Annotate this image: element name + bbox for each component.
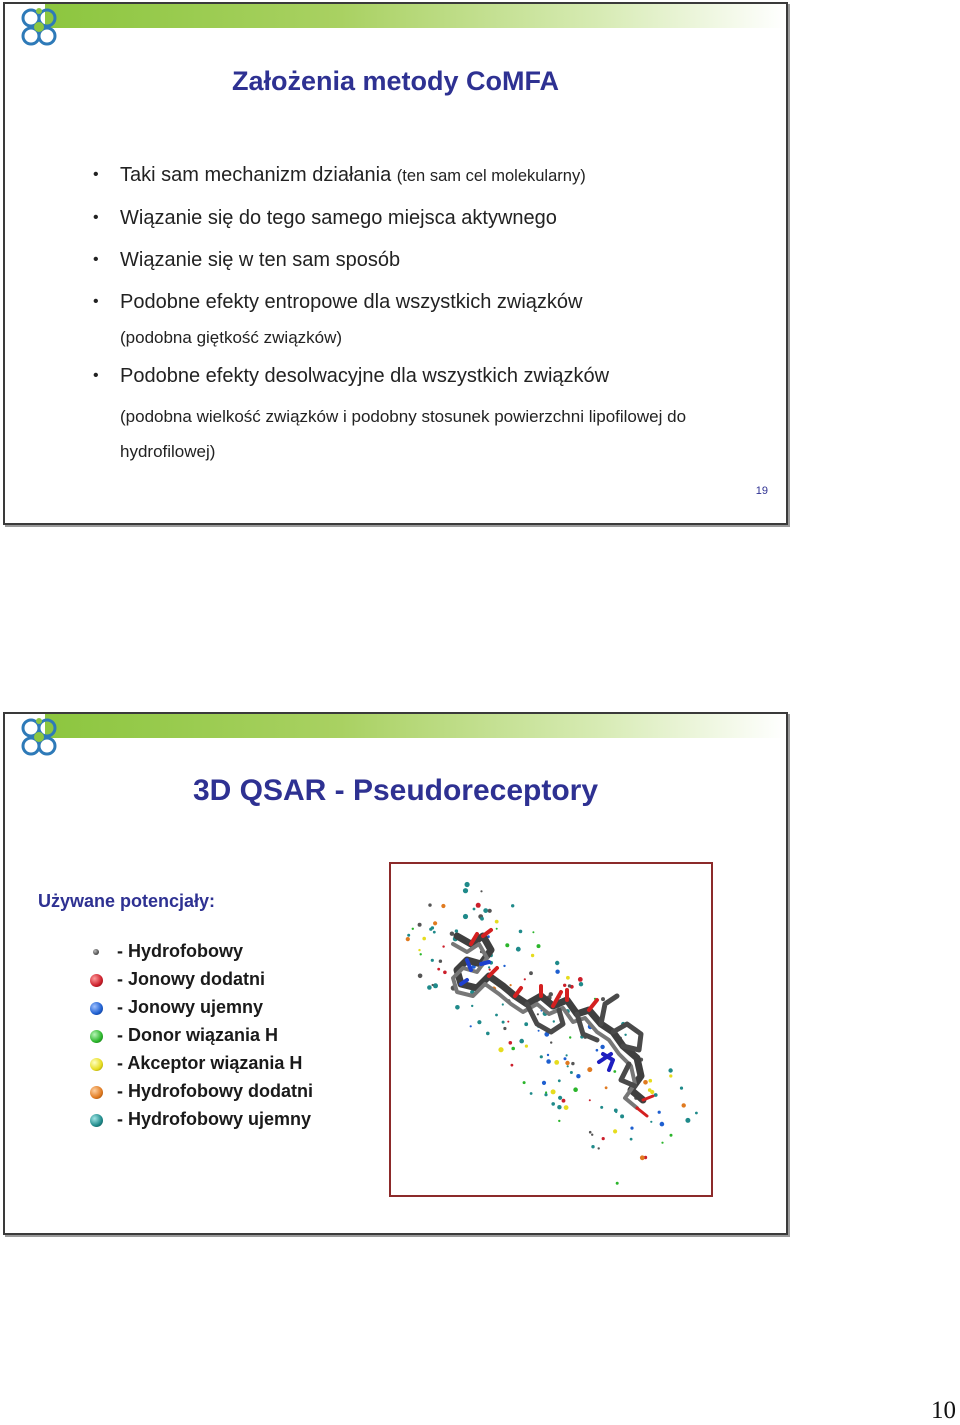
field-point	[670, 1134, 673, 1137]
field-point	[566, 1054, 568, 1056]
legend-label: - Hydrofobowy dodatni	[117, 1081, 313, 1101]
field-point	[432, 984, 434, 986]
field-point	[431, 959, 434, 962]
field-point	[571, 1062, 574, 1065]
field-point	[530, 1092, 533, 1095]
field-point	[511, 1064, 514, 1067]
bullet-dot-icon: •	[93, 166, 99, 183]
field-point	[519, 930, 523, 934]
field-point	[613, 1070, 616, 1073]
bullet-item	[93, 205, 773, 231]
legend-item	[85, 1108, 313, 1136]
bullet-text: Podobne efekty desolwacyjne dla wszystkich związków	[120, 365, 610, 387]
field-point	[650, 1090, 654, 1094]
field-point	[477, 1020, 481, 1024]
legend-label: - Hydrofobowy	[117, 941, 243, 961]
field-point	[524, 978, 526, 980]
sphere-icon	[90, 1114, 103, 1127]
document-page-number: 10	[931, 1397, 956, 1424]
field-point	[488, 909, 492, 913]
field-point	[505, 943, 509, 947]
field-point	[660, 1122, 665, 1127]
field-point	[649, 1079, 653, 1083]
field-point	[433, 921, 437, 925]
slide-pseudoreceptors	[3, 712, 788, 1235]
logo-rings-icon	[13, 4, 113, 52]
field-point	[558, 1079, 561, 1082]
field-point	[439, 960, 442, 963]
field-point	[519, 1039, 524, 1044]
field-point	[579, 982, 583, 986]
field-point	[598, 1147, 600, 1149]
field-point	[640, 1155, 645, 1160]
field-point	[605, 1086, 608, 1089]
field-point	[406, 937, 410, 941]
field-point	[463, 914, 468, 919]
bullet-item	[93, 162, 773, 189]
field-point	[600, 1045, 604, 1049]
legend-item	[85, 1080, 313, 1108]
field-point	[549, 992, 553, 996]
field-point	[620, 1114, 624, 1118]
field-point	[589, 1099, 591, 1101]
field-point	[557, 1105, 561, 1109]
field-point	[614, 1109, 618, 1113]
field-point	[442, 945, 444, 947]
field-point	[503, 1027, 506, 1030]
bullet-text: Wiązanie się w ten sam sposób	[120, 249, 401, 271]
slide-19	[3, 2, 788, 525]
field-point	[578, 977, 583, 982]
field-point	[680, 1087, 683, 1090]
field-point	[498, 1047, 503, 1052]
field-point	[509, 1041, 513, 1045]
field-point	[567, 1065, 569, 1067]
legend-label: - Jonowy dodatni	[117, 969, 265, 989]
bullet-list	[93, 162, 773, 469]
field-point	[591, 1145, 594, 1148]
sphere-icon	[93, 949, 99, 955]
field-point	[551, 1089, 556, 1094]
legend-label: - Jonowy ujemny	[117, 997, 264, 1017]
field-point	[529, 971, 533, 975]
field-point	[570, 1071, 573, 1074]
bullet-dot-icon: •	[93, 367, 99, 384]
field-point	[553, 1020, 555, 1022]
legend-label: - Akceptor wiązania H	[117, 1053, 303, 1073]
field-point	[547, 1054, 549, 1056]
header-banner	[45, 714, 785, 738]
field-point	[658, 1111, 661, 1114]
slide-title: 3D QSAR - Pseudoreceptory	[192, 774, 599, 807]
field-point	[495, 920, 499, 924]
field-point	[542, 1081, 546, 1085]
legend-label: - Donor wiązania H	[117, 1025, 279, 1045]
field-point	[507, 1021, 509, 1023]
legend-label: - Hydrofobowy ujemny	[117, 1109, 312, 1129]
field-point	[531, 954, 534, 957]
field-point	[554, 1060, 559, 1065]
field-point	[537, 944, 541, 948]
field-point	[563, 984, 566, 987]
field-point	[591, 1134, 593, 1136]
legend-item	[85, 1052, 313, 1080]
bullet-note: (ten sam cel molekularny)	[396, 167, 586, 185]
potentials-legend	[85, 940, 313, 1136]
field-point	[455, 1005, 460, 1010]
sphere-icon	[90, 1002, 103, 1015]
field-point	[524, 1022, 528, 1026]
field-point	[525, 1045, 528, 1048]
bullet-dot-icon: •	[93, 209, 99, 226]
sphere-icon	[90, 974, 103, 987]
field-point	[471, 1005, 473, 1007]
field-point	[418, 923, 422, 927]
field-point	[450, 932, 454, 936]
field-point	[624, 1034, 626, 1036]
field-point	[545, 1091, 547, 1093]
molecule-model-image	[391, 864, 711, 1195]
field-point	[566, 976, 570, 980]
bullet-subtext: (podobna giętkość związków)	[120, 328, 343, 347]
sphere-icon	[90, 1030, 103, 1043]
field-point	[537, 1013, 539, 1015]
field-point	[538, 1030, 540, 1032]
field-point	[600, 1106, 603, 1109]
field-point	[564, 1057, 567, 1060]
field-point	[558, 1096, 562, 1100]
field-point	[495, 1014, 498, 1017]
field-point	[502, 1021, 505, 1024]
field-point	[555, 970, 559, 974]
field-point	[418, 949, 420, 951]
field-point	[412, 928, 414, 930]
field-point	[422, 937, 426, 941]
field-point	[407, 934, 410, 937]
field-point	[441, 904, 445, 908]
field-point	[473, 908, 476, 911]
field-point	[669, 1074, 672, 1077]
bullet-text: Taki sam mechanizm działania	[120, 164, 392, 186]
slide-number: 19	[755, 485, 768, 497]
potentials-heading: Używane potencjały:	[38, 891, 216, 911]
field-point	[613, 1129, 617, 1133]
field-point	[695, 1112, 698, 1115]
field-point	[569, 1036, 571, 1038]
field-point	[568, 984, 571, 987]
field-point	[470, 1025, 472, 1027]
field-point	[443, 971, 447, 975]
sphere-icon	[90, 1058, 103, 1071]
field-point	[685, 1118, 690, 1123]
pseudoreceptor-figure	[389, 862, 713, 1197]
slide-title: Założenia metody CoMFA	[231, 66, 560, 96]
field-point	[573, 1087, 578, 1092]
bullet-item	[93, 247, 773, 273]
field-point	[437, 968, 440, 971]
field-point	[476, 903, 481, 908]
bullet-text: Wiązanie się do tego samego miejsca aktywnego	[120, 207, 557, 229]
field-point	[562, 1099, 566, 1103]
field-point	[602, 1137, 605, 1140]
bullet-dot-icon: •	[93, 293, 99, 310]
field-point	[546, 1059, 551, 1064]
field-point	[565, 1061, 569, 1065]
field-point	[661, 1142, 663, 1144]
bullet-text: Podobne efekty entropowe dla wszystkich związków	[120, 291, 583, 313]
field-point	[576, 1074, 580, 1078]
bullet-dot-icon: •	[93, 251, 99, 268]
field-point	[489, 969, 491, 971]
field-point	[428, 903, 431, 906]
field-point	[601, 997, 605, 1001]
field-point	[550, 1041, 552, 1043]
field-point	[630, 1127, 633, 1130]
field-point	[483, 908, 488, 913]
sphere-icon	[90, 1086, 103, 1099]
legend-item	[85, 968, 313, 996]
field-point	[433, 983, 438, 988]
field-point	[516, 947, 521, 952]
field-point	[503, 965, 505, 967]
field-point	[465, 882, 470, 887]
field-point	[455, 929, 458, 932]
legend-item	[85, 996, 313, 1024]
field-point	[463, 888, 468, 893]
field-point	[511, 1047, 515, 1051]
legend-item	[85, 1024, 313, 1052]
field-point	[486, 1032, 490, 1036]
bullet-item	[93, 289, 773, 351]
field-point	[480, 917, 484, 921]
field-point	[427, 985, 432, 990]
bullet-item	[93, 363, 773, 469]
header-banner	[45, 4, 785, 28]
field-point	[480, 890, 482, 892]
field-point	[532, 931, 534, 933]
field-point	[630, 1138, 633, 1141]
field-point	[551, 1102, 555, 1106]
field-point	[488, 966, 490, 968]
field-point	[496, 928, 498, 930]
field-point	[668, 1068, 672, 1072]
field-point	[433, 931, 436, 934]
field-point	[596, 1049, 599, 1052]
legend-item	[85, 940, 313, 968]
field-point	[420, 953, 422, 955]
field-point	[510, 984, 512, 986]
logo-rings-icon	[13, 714, 113, 762]
field-point	[650, 1121, 652, 1123]
field-point	[616, 1182, 619, 1185]
field-point	[643, 1080, 648, 1085]
field-point	[511, 904, 514, 907]
bullet-subtext: (podobna wielkość związków i podobny stosunek powierzchni lipofilowej do hydrofilowej)	[120, 407, 687, 461]
field-point	[589, 1131, 592, 1134]
field-point	[558, 1120, 560, 1122]
field-point	[540, 1055, 543, 1058]
field-point	[418, 974, 423, 979]
field-point	[502, 1003, 504, 1005]
field-point	[555, 961, 559, 965]
field-point	[523, 1081, 526, 1084]
field-point	[429, 928, 432, 931]
field-point	[587, 1067, 592, 1072]
field-point	[682, 1103, 686, 1107]
field-point	[564, 1105, 569, 1110]
